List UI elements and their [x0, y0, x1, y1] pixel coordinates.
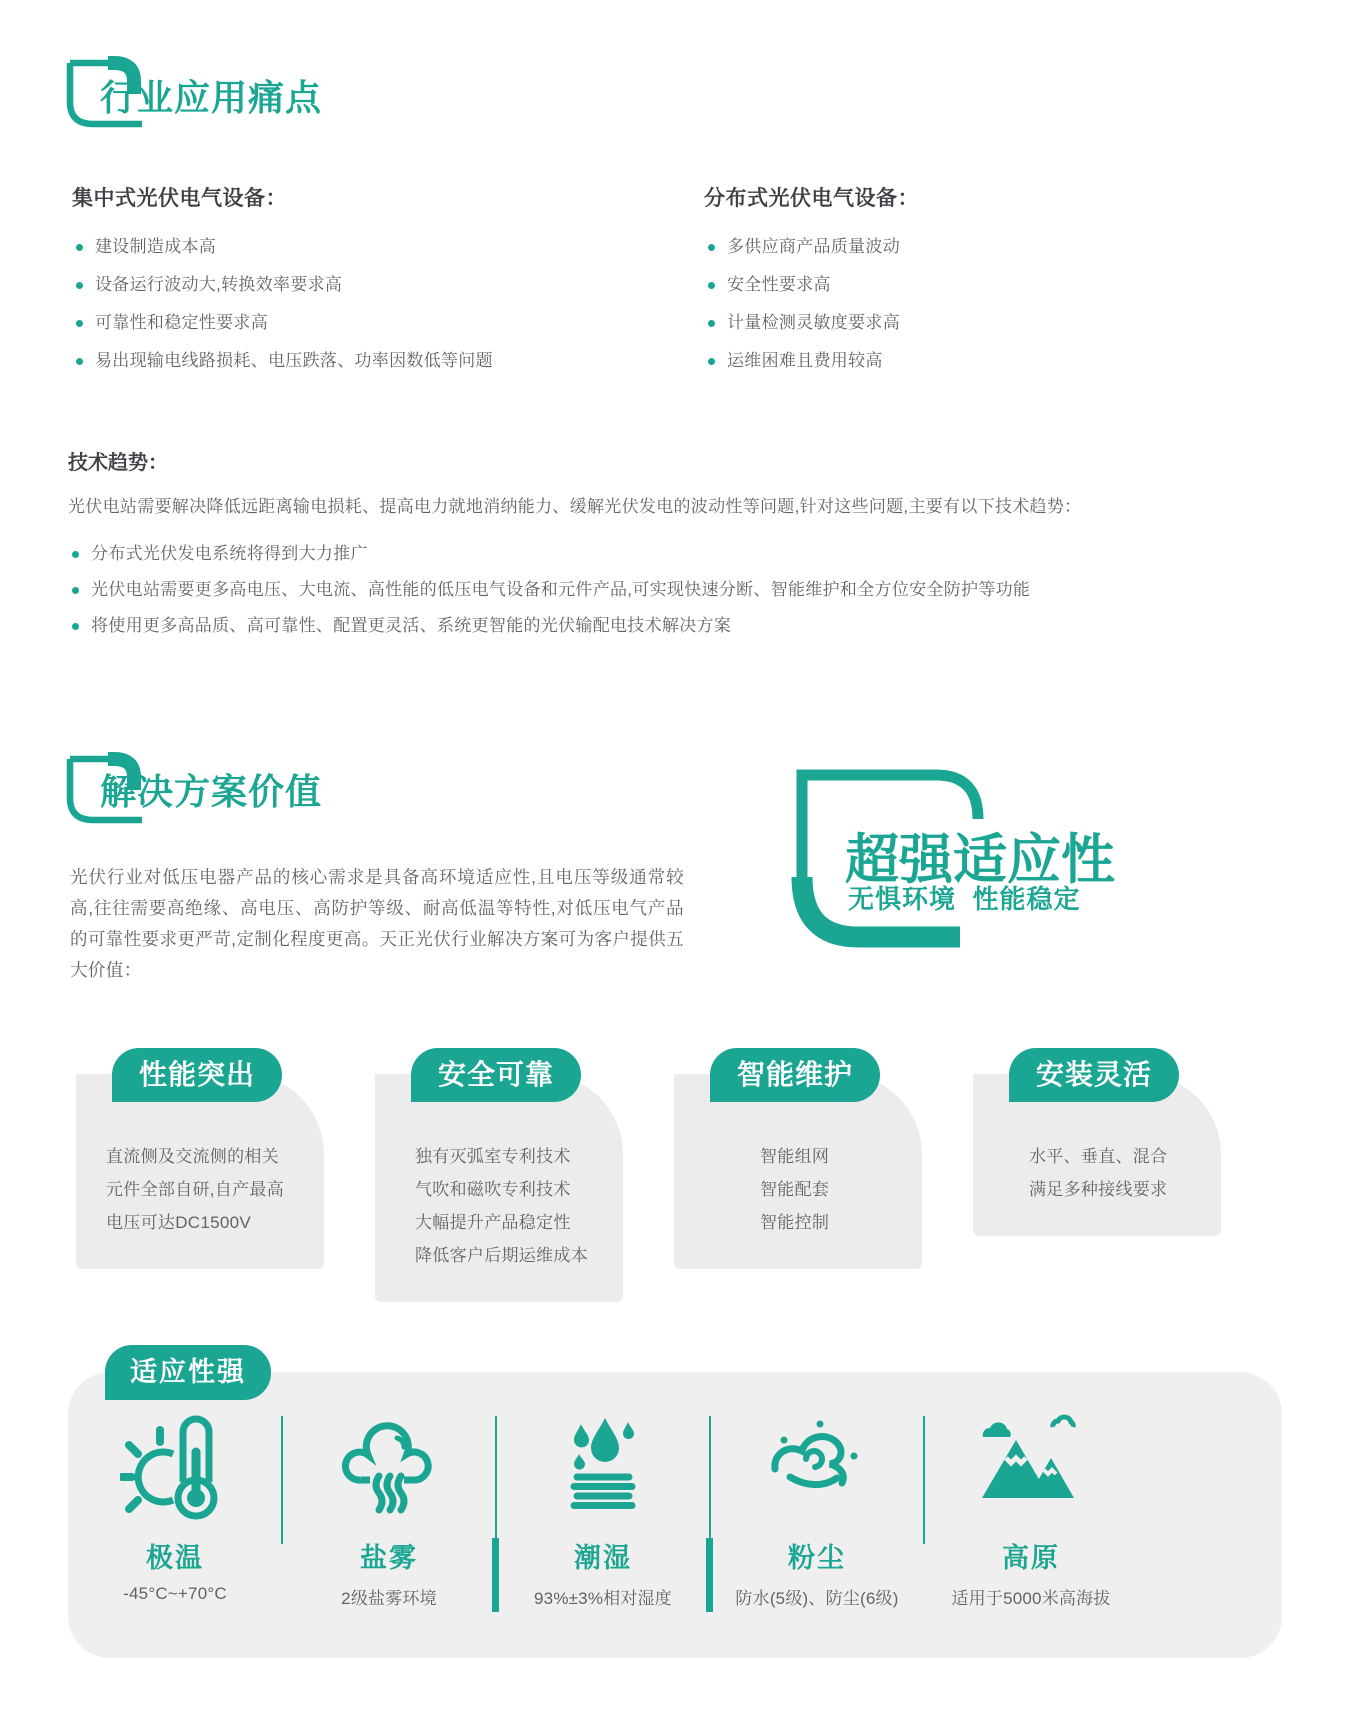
column-heading: 分布式光伏电气设备：: [704, 187, 919, 210]
feature-extreme-temperature: [68, 1412, 282, 1604]
card-body: [674, 1074, 922, 1269]
feature-desc: 93%±3%相对湿度: [534, 1589, 672, 1608]
value-cards-row: [76, 1048, 1222, 1308]
feature-divider: [281, 1416, 283, 1544]
card-badge: 安装灵活: [1009, 1048, 1179, 1102]
feature-divider: [495, 1416, 497, 1544]
column-heading: 集中式光伏电气设备：: [72, 187, 287, 210]
bullet-dot-icon: [72, 587, 79, 594]
section-title-pain-points: 行业应用痛点: [100, 77, 323, 118]
list-item: 将使用更多高品质、高可靠性、配置更灵活、系统更智能的光伏输配电技术解决方案: [68, 615, 1282, 637]
highlight-title: 超强适应性: [845, 830, 1115, 890]
list-item: 光伏电站需要更多高电压、大电流、高性能的低压电气设备和元件产品,可实现快速分断、智能维护和全方位安全防护等功能: [68, 579, 1282, 601]
card-line: 降低客户后期运维成本: [415, 1246, 588, 1265]
feature-name: 粉尘: [788, 1543, 846, 1573]
feature-desc: 防水(5级)、防尘(6级): [735, 1589, 899, 1608]
highlight-subtitle: 无惧环境 性能稳定: [848, 884, 1081, 914]
card-line: 气吹和磁吹专利技术: [415, 1180, 571, 1199]
solution-value-paragraph: 光伏行业对低压电器产品的核心需求是具备高环境适应性,且电压等级通常较高,往往需要高绝缘、高电压、高防护等级、耐高低温等特性,对低压电气产品的可靠性要求更严苛,定制化程度更高。天正光伏行业解决方案可为客户提供五大价值：: [70, 867, 684, 980]
card-line: 水平、垂直、混合: [1029, 1147, 1168, 1166]
feature-divider-accent: [492, 1538, 499, 1612]
adaptability-badge: 适应性强: [105, 1345, 271, 1400]
humidity-icon: [548, 1412, 658, 1522]
card-line: 大幅提升产品稳定性: [415, 1213, 571, 1232]
card-body: [76, 1074, 324, 1269]
list-item: 运维困难且费用较高: [704, 350, 1224, 372]
bullet-dot-icon: [708, 282, 715, 289]
feature-desc: 2级盐雾环境: [341, 1589, 437, 1608]
plateau-icon: [976, 1412, 1086, 1522]
list-item: 可靠性和稳定性要求高: [72, 312, 612, 334]
bullet-dot-icon: [708, 320, 715, 327]
list-item: 分布式光伏发电系统将得到大力推广: [68, 543, 1282, 565]
bullet-dot-icon: [76, 244, 83, 251]
feature-salt-fog: [282, 1412, 496, 1609]
feature-name: 盐雾: [360, 1543, 418, 1573]
tech-trend-list: [68, 543, 1282, 637]
card-line: 电压可达DC1500V: [106, 1213, 252, 1232]
list-item: 易出现输电线路损耗、电压跌落、功率因数低等问题: [72, 350, 612, 372]
salt-fog-icon: [334, 1412, 444, 1522]
card-body: [375, 1074, 623, 1302]
bullet-dot-icon: [708, 358, 715, 365]
feature-desc: -45°C~+70°C: [123, 1584, 227, 1603]
section-title-solution-value: 解决方案价值: [100, 771, 323, 812]
card-line: 智能组网: [760, 1147, 830, 1166]
list-item: 多供应商产品质量波动: [704, 236, 1224, 258]
feature-humidity: [496, 1412, 710, 1609]
card-badge: 智能维护: [710, 1048, 880, 1102]
bullet-dot-icon: [76, 320, 83, 327]
feature-name: 高原: [1002, 1543, 1060, 1573]
extreme-temperature-icon: [120, 1412, 230, 1522]
card-line: 智能配套: [760, 1180, 830, 1199]
centralized-pv-list: [72, 236, 612, 372]
feature-name: 潮湿: [574, 1543, 632, 1573]
distributed-pv-column: [704, 182, 1224, 388]
card-line: 元件全部自研,自产最高: [106, 1180, 285, 1199]
card-badge: 性能突出: [112, 1048, 282, 1102]
bullet-dot-icon: [72, 623, 79, 630]
card-line: 直流侧及交流侧的相关: [106, 1147, 279, 1166]
adaptability-highlight: [790, 765, 1130, 965]
distributed-pv-list: [704, 236, 1224, 372]
card-line: 满足多种接线要求: [1029, 1180, 1168, 1199]
bullet-dot-icon: [72, 551, 79, 558]
list-item: 设备运行波动大,转换效率要求高: [72, 274, 612, 296]
feature-divider: [709, 1416, 711, 1544]
tech-trend-intro: 光伏电站需要解决降低远距离输电损耗、提高电力就地消纳能力、缓解光伏发电的波动性等问题,针对这些问题,主要有以下技术趋势：: [68, 497, 1082, 516]
feature-name: 极温: [146, 1543, 204, 1573]
bullet-dot-icon: [76, 358, 83, 365]
tech-trend-heading: 技术趋势：: [68, 452, 168, 474]
feature-plateau: [924, 1412, 1138, 1609]
feature-divider-accent: [706, 1538, 713, 1612]
bullet-dot-icon: [708, 244, 715, 251]
centralized-pv-column: [72, 182, 612, 388]
card-badge: 安全可靠: [411, 1048, 581, 1102]
card-line: 智能控制: [760, 1213, 830, 1232]
list-item: 计量检测灵敏度要求高: [704, 312, 1224, 334]
card-line: 独有灭弧室专利技术: [415, 1147, 571, 1166]
feature-desc: 适用于5000米高海拔: [951, 1589, 1111, 1608]
feature-divider: [923, 1416, 925, 1544]
feature-dust: [710, 1412, 924, 1609]
list-item: 安全性要求高: [704, 274, 1224, 296]
tech-trend-block: [68, 446, 1282, 651]
dust-icon: [762, 1412, 872, 1522]
list-item: 建设制造成本高: [72, 236, 612, 258]
bullet-dot-icon: [76, 282, 83, 289]
